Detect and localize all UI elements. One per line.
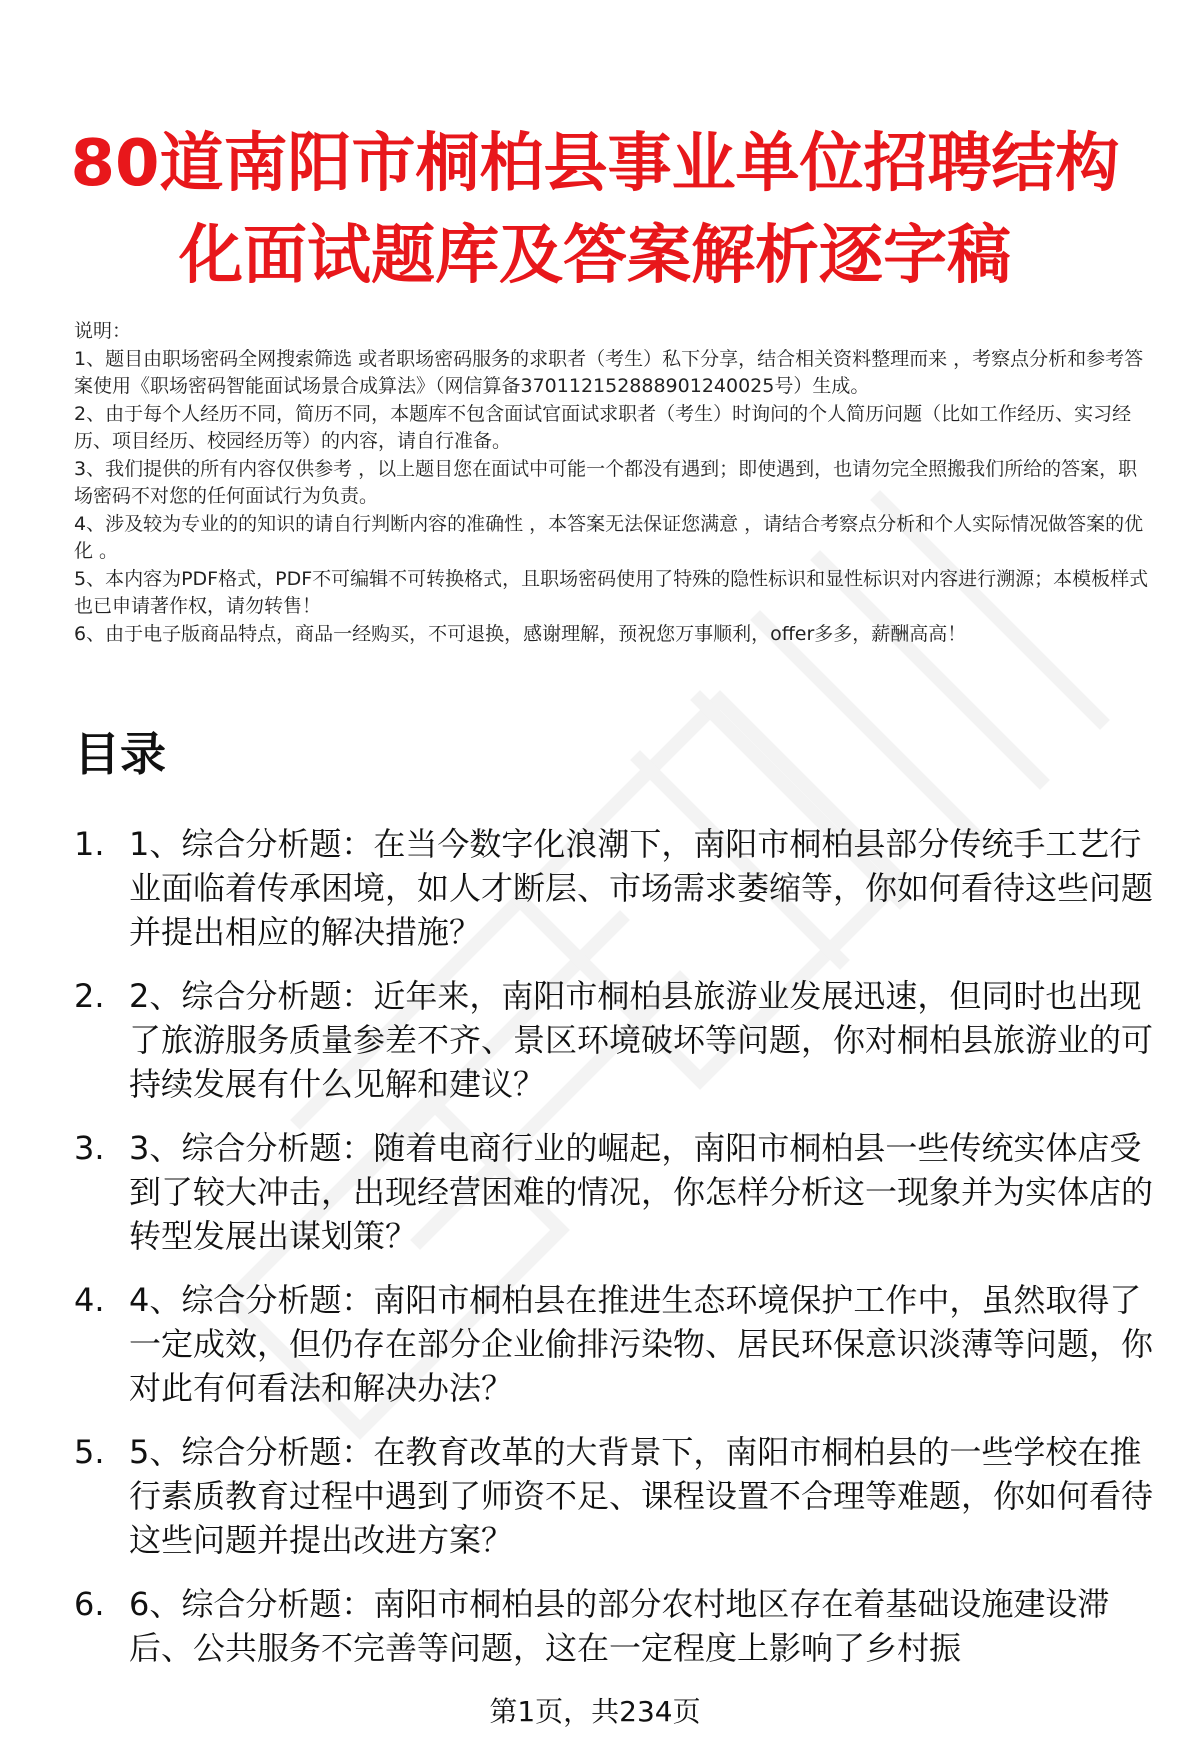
page-footer: 第1页，共234页 — [489, 1695, 701, 1728]
toc-item-number: 4. — [74, 1281, 105, 1319]
toc-item[interactable] — [74, 822, 1164, 954]
toc-item-text: 6、综合分析题：南阳市桐柏县的部分农村地区存在着基础设施建设滞后、公共服务不完善等问题，这在一定程度上影响了乡村振 — [129, 1585, 1110, 1667]
toc-item-number: 2. — [74, 977, 105, 1015]
toc-item[interactable] — [74, 1126, 1164, 1258]
note-item: 5、本内容为PDF格式，PDF不可编辑不可转换格式，且职场密码使用了特殊的隐性标识和显性标识对内容进行溯源；本模板样式也已申请著作权，请勿转售！ — [74, 567, 1149, 617]
note-item: 6、由于电子版商品特点，商品一经购买，不可退换，感谢理解，预祝您万事顺利，offer多多，薪酬高高！ — [74, 622, 967, 645]
notes-heading: 说明： — [74, 320, 132, 342]
toc-item-number: 6. — [74, 1585, 105, 1623]
toc-item-number: 5. — [74, 1433, 105, 1471]
toc-item[interactable] — [74, 974, 1164, 1106]
note-item: 4、涉及较为专业的的知识的请自行判断内容的准确性 ，本答案无法保证您满意 ，请结合考察点分析和个人实际情况做答案的优化 。 — [74, 512, 1144, 562]
toc-item-text: 5、综合分析题：在教育改革的大背景下，南阳市桐柏县的一些学校在推行素质教育过程中遇到了师资不足、课程设置不合理等难题，你如何看待这些问题并提出改进方案？ — [129, 1433, 1154, 1559]
toc-item[interactable] — [74, 1430, 1164, 1562]
toc-item-text: 1、综合分析题：在当今数字化浪潮下，南阳市桐柏县部分传统手工艺行业面临着传承困境，如人才断层、市场需求萎缩等，你如何看待这些问题并提出相应的解决措施？ — [129, 825, 1154, 951]
notes-section — [74, 318, 1154, 648]
toc-item-number: 1. — [74, 825, 105, 863]
toc-item-text: 4、综合分析题：南阳市桐柏县在推进生态环境保护工作中，虽然取得了一定成效，但仍存在部分企业偷排污染物、居民环保意识淡薄等问题，你对此有何看法和解决办法？ — [129, 1281, 1154, 1407]
toc-item-number: 3. — [74, 1129, 105, 1167]
toc-item-text: 2、综合分析题：近年来，南阳市桐柏县旅游业发展迅速，但同时也出现了旅游服务质量参差不齐、景区环境破坏等问题，你对桐柏县旅游业的可持续发展有什么见解和建议？ — [129, 977, 1154, 1103]
note-item: 2、由于每个人经历不同，简历不同，本题库不包含面试官面试求职者（考生）时询问的个人简历问题（比如工作经历、实习经历、项目经历、校园经历等）的内容，请自行准备。 — [74, 402, 1132, 452]
toc-item[interactable] — [74, 1278, 1164, 1410]
note-item: 3、我们提供的所有内容仅供参考 ，以上题目您在面试中可能一个都没有遇到；即使遇到，也请勿完全照搬我们所给的答案，职场密码不对您的任何面试行为负责。 — [74, 457, 1138, 507]
toc-item-text: 3、综合分析题：随着电商行业的崛起，南阳市桐柏县一些传统实体店受到了较大冲击，出现经营困难的情况，你怎样分析这一现象并为实体店的转型发展出谋划策？ — [129, 1129, 1154, 1255]
toc-list — [74, 822, 1164, 1690]
note-item: 1、题目由职场密码全网搜索筛选 或者职场密码服务的求职者（考生）私下分享，结合相关资料整理而来 ，考察点分析和参考答案使用《职场密码智能面试场景合成算法》（网信算备370112152888901240025号）生成。 — [74, 347, 1144, 397]
document-title: 80道南阳市桐柏县事业单位招聘结构化面试题库及答案解析逐字稿 — [70, 127, 1120, 293]
toc-item[interactable] — [74, 1582, 1164, 1670]
toc-heading: 目录 — [74, 727, 166, 781]
